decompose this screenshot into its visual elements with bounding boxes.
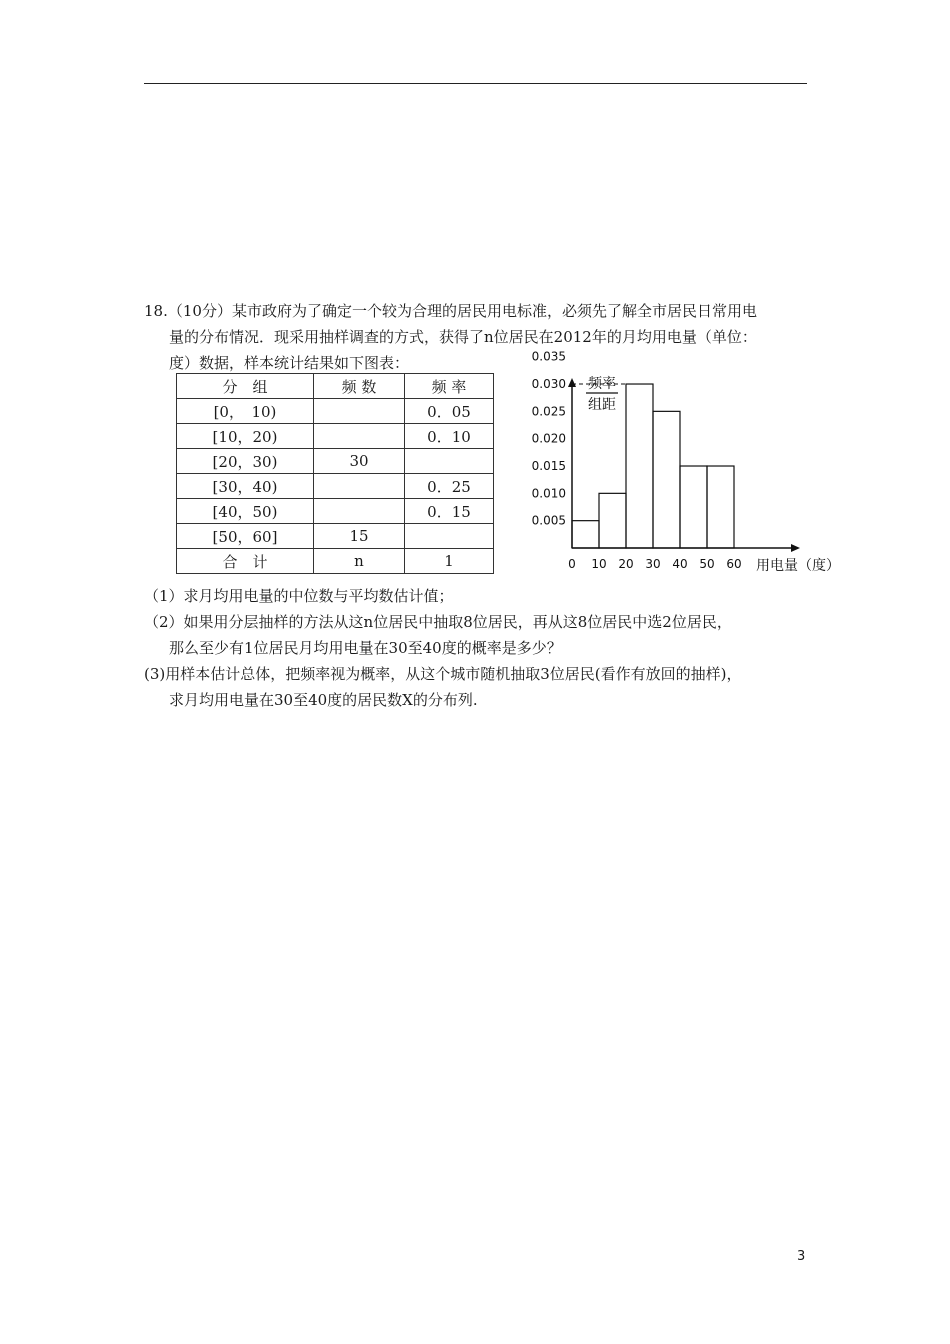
x-tick-label: 50	[699, 557, 715, 571]
histogram-bar	[707, 466, 734, 548]
x-axis-arrow	[791, 544, 800, 552]
problem-line-1: 18.（10分）某市政府为了确定一个较为合理的居民用电标准，必须先了解全市居民日常用电	[144, 302, 757, 320]
table-cell	[405, 449, 494, 474]
question-2-line-2: 那么至少有1位居民月均用电量在30至40度的概率是多少？	[169, 639, 562, 657]
y-tick-label: 0.010	[531, 486, 566, 501]
table-cell: [0， 10)	[177, 399, 314, 424]
x-tick-label: 40	[672, 557, 688, 571]
question-3-line-1: (3)用样本估计总体，把频率视为概率，从这个城市随机抽取3位居民(看作有放回的抽样)，	[144, 665, 742, 683]
y-axis-label-denominator: 组距	[588, 397, 616, 413]
table-cell: [50，60]	[177, 524, 314, 549]
x-tick-label: 10	[591, 557, 607, 571]
table-cell	[314, 499, 405, 524]
table-cell: 0．25	[405, 474, 494, 499]
table-cell: [30，40)	[177, 474, 314, 499]
question-2-line-1: （2）如果用分层抽样的方法从这n位居民中抽取8位居民，再从这8位居民中选2位居民，	[144, 613, 732, 631]
table-cell	[405, 524, 494, 549]
problem-statement	[144, 298, 814, 376]
histogram-bar	[599, 493, 626, 548]
problem-line-2: 量的分布情况．现采用抽样调查的方式，获得了n位居民在2012年的月均用电量（单位：	[169, 328, 757, 346]
x-tick-label: 0	[568, 557, 576, 571]
x-tick-label: 30	[645, 557, 661, 571]
y-axis-arrow	[568, 378, 576, 387]
y-tick-label: 0.020	[531, 431, 566, 446]
y-tick-label: 0.035	[531, 349, 566, 364]
y-tick-label: 0.015	[531, 459, 566, 474]
header-group: 分 组	[177, 374, 314, 399]
table-header-row	[177, 374, 494, 399]
histogram-svg	[520, 349, 850, 578]
table-row	[177, 424, 494, 449]
table-row	[177, 449, 494, 474]
table-row	[177, 399, 494, 424]
table-cell: 0．15	[405, 499, 494, 524]
header-rule	[144, 83, 807, 84]
question-1: （1）求月均用电量的中位数与平均数估计值；	[144, 587, 454, 605]
questions	[144, 583, 824, 713]
y-tick-label: 0.030	[531, 377, 566, 392]
histogram-bar	[680, 466, 707, 548]
table-cell: 30	[314, 449, 405, 474]
table-cell	[314, 424, 405, 449]
table-row	[177, 474, 494, 499]
table-cell: [20，30)	[177, 449, 314, 474]
problem-line-3: 度）数据，样本统计结果如下图表：	[169, 354, 410, 372]
table-cell: [40，50)	[177, 499, 314, 524]
page-number: 3	[797, 1249, 806, 1264]
table-cell: 0．05	[405, 399, 494, 424]
histogram-bar	[653, 411, 680, 548]
table-cell: 1	[405, 549, 494, 574]
table-cell: 15	[314, 524, 405, 549]
x-tick-label: 20	[618, 557, 634, 571]
table-cell: [10，20)	[177, 424, 314, 449]
y-tick-label: 0.005	[531, 513, 566, 528]
question-3-line-2: 求月均用电量在30至40度的居民数X的分布列.	[169, 691, 478, 709]
table-cell	[314, 474, 405, 499]
table-total-row	[177, 549, 494, 574]
table-row	[177, 499, 494, 524]
histogram-bar	[626, 384, 653, 548]
x-axis-label: 用电量（度）	[756, 558, 840, 574]
table-cell: 合 计	[177, 549, 314, 574]
header-rate: 频 率	[405, 374, 494, 399]
table-cell: 0．10	[405, 424, 494, 449]
table-row	[177, 524, 494, 549]
y-axis-label-numerator: 频率	[588, 376, 616, 392]
x-tick-label: 60	[726, 557, 742, 571]
table-cell	[314, 399, 405, 424]
histogram	[520, 349, 850, 582]
table-cell: n	[314, 549, 405, 574]
y-tick-label: 0.025	[531, 404, 566, 419]
histogram-bar	[572, 521, 599, 548]
frequency-table	[176, 373, 494, 574]
header-count: 频 数	[314, 374, 405, 399]
